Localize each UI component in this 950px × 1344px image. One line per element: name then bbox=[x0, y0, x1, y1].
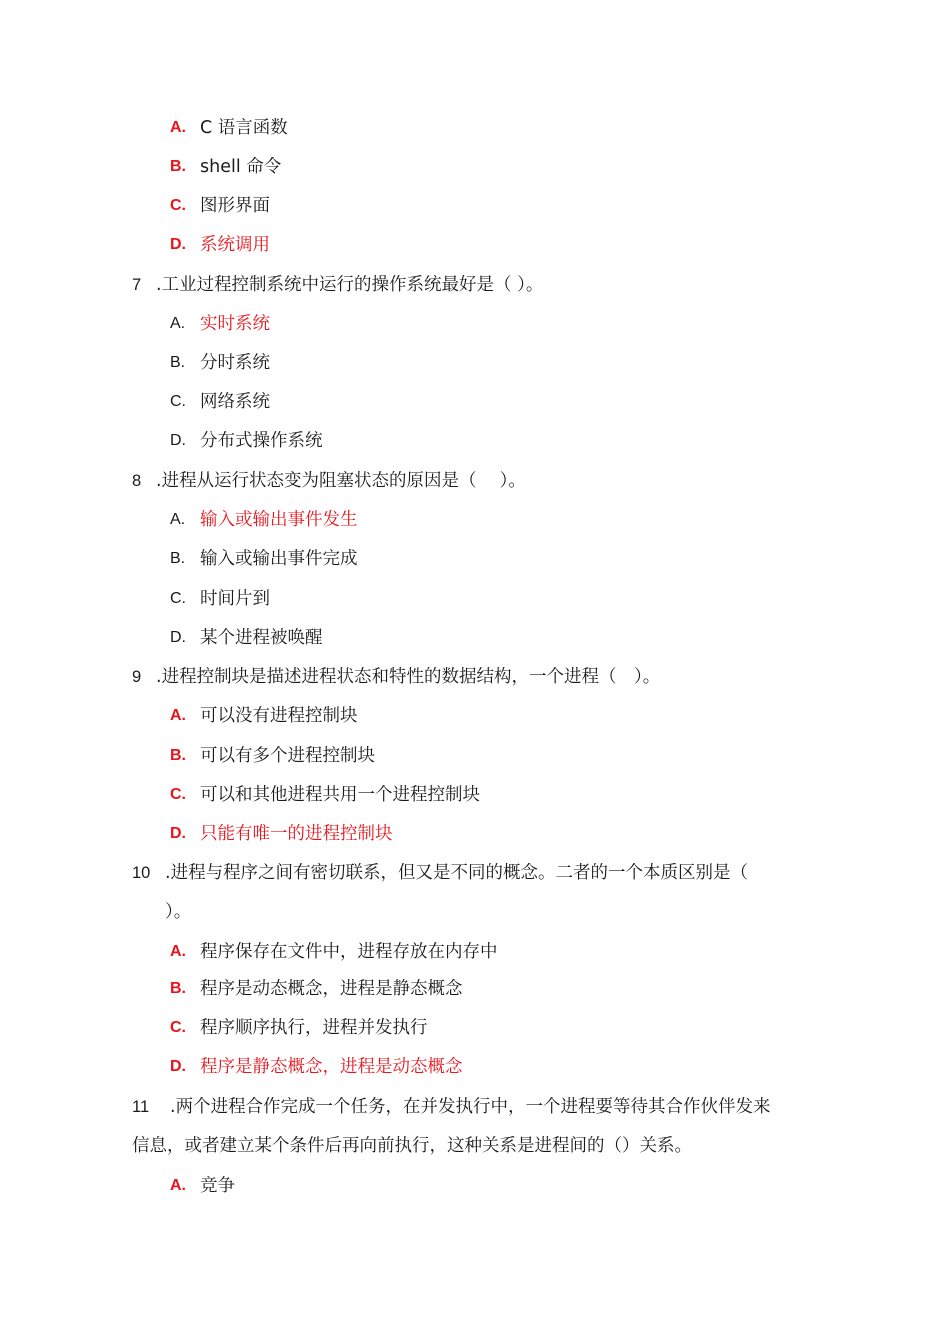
q10-question-cont: ）。 bbox=[165, 902, 192, 922]
q11-question: .两个进程合作完成一个任务，在并发执行中，一个进程要等待其合作伙伴发来 bbox=[170, 1097, 771, 1117]
q8-option-c-letter: C. bbox=[170, 590, 186, 607]
q7-option-c-text: 网络系统 bbox=[200, 392, 270, 412]
q10-option-c-letter: C. bbox=[170, 1019, 186, 1036]
q10-option-a-letter: A. bbox=[170, 943, 186, 960]
q9-option-d-letter: D. bbox=[170, 825, 186, 842]
q11-option-a-letter: A. bbox=[170, 1177, 186, 1194]
q9-option-a-text: 可以没有进程控制块 bbox=[200, 706, 358, 726]
q10-question: .进程与程序之间有密切联系，但又是不同的概念。二者的一个本质区别是（ bbox=[165, 863, 749, 883]
q9-option-b-letter: B. bbox=[170, 747, 186, 764]
q7-option-b-letter: B. bbox=[170, 354, 186, 371]
q9-option-a-letter: A. bbox=[170, 707, 186, 724]
q10-option-a-text: 程序保存在文件中，进程存放在内存中 bbox=[200, 942, 498, 962]
q8-option-b-letter: B. bbox=[170, 550, 186, 567]
q7-question: .工业过程控制系统中运行的操作系统最好是（ ）。 bbox=[156, 275, 544, 295]
q7-option-b-text: 分时系统 bbox=[200, 353, 270, 373]
q9-option-c-letter: C. bbox=[170, 786, 186, 803]
q10-number: 10 bbox=[132, 864, 151, 882]
q10-option-d-letter: D. bbox=[170, 1058, 186, 1075]
q7-option-a-text-answer: 实时系统 bbox=[200, 314, 270, 334]
q8-option-a-letter: A. bbox=[170, 511, 186, 528]
q9-option-b-text: 可以有多个进程控制块 bbox=[200, 746, 375, 766]
q7-option-d-letter: D. bbox=[170, 432, 186, 449]
q8-number: 8 bbox=[132, 472, 142, 490]
q9-question: .进程控制块是描述进程状态和特性的数据结构，一个进程（ ）。 bbox=[156, 667, 661, 687]
q7-option-a-letter: A. bbox=[170, 315, 186, 332]
q8-option-a-text-answer: 输入或输出事件发生 bbox=[200, 510, 358, 530]
q8-option-d-letter: D. bbox=[170, 629, 186, 646]
q8-option-c-text: 时间片到 bbox=[200, 589, 270, 609]
q9-option-d-text-answer: 只能有唯一的进程控制块 bbox=[200, 824, 393, 844]
q11-option-a-text: 竞争 bbox=[200, 1176, 235, 1196]
q9-number: 9 bbox=[132, 668, 142, 686]
q8-question: .进程从运行状态变为阻塞状态的原因是（ ）。 bbox=[156, 471, 526, 491]
q10-option-b-letter: B. bbox=[170, 980, 186, 997]
q6-option-d-letter: D. bbox=[170, 236, 186, 253]
q7-option-d-text: 分布式操作系统 bbox=[200, 431, 323, 451]
q11-question-cont: 信息，或者建立某个条件后再向前执行，这种关系是进程间的（）关系。 bbox=[132, 1136, 692, 1156]
q10-option-b-text: 程序是动态概念，进程是静态概念 bbox=[200, 979, 463, 999]
q6-option-c-text: 图形界面 bbox=[200, 196, 270, 216]
q11-number: 11 bbox=[132, 1098, 150, 1116]
q6-option-b-text: shell 命令 bbox=[200, 157, 282, 177]
q7-option-c-letter: C. bbox=[170, 393, 186, 410]
q6-option-c-letter: C. bbox=[170, 197, 186, 214]
q9-option-c-text: 可以和其他进程共用一个进程控制块 bbox=[200, 785, 480, 805]
q10-option-d-text-answer: 程序是静态概念，进程是动态概念 bbox=[200, 1057, 463, 1077]
q6-option-a-text: C 语言函数 bbox=[200, 118, 288, 138]
q6-option-d-text-answer: 系统调用 bbox=[200, 235, 270, 255]
q6-option-b-letter: B. bbox=[170, 158, 186, 175]
q10-option-c-text: 程序顺序执行，进程并发执行 bbox=[200, 1018, 428, 1038]
q8-option-b-text: 输入或输出事件完成 bbox=[200, 549, 358, 569]
q7-number: 7 bbox=[132, 276, 142, 294]
q8-option-d-text: 某个进程被唤醒 bbox=[200, 628, 323, 648]
q6-option-a-letter: A. bbox=[170, 119, 186, 136]
